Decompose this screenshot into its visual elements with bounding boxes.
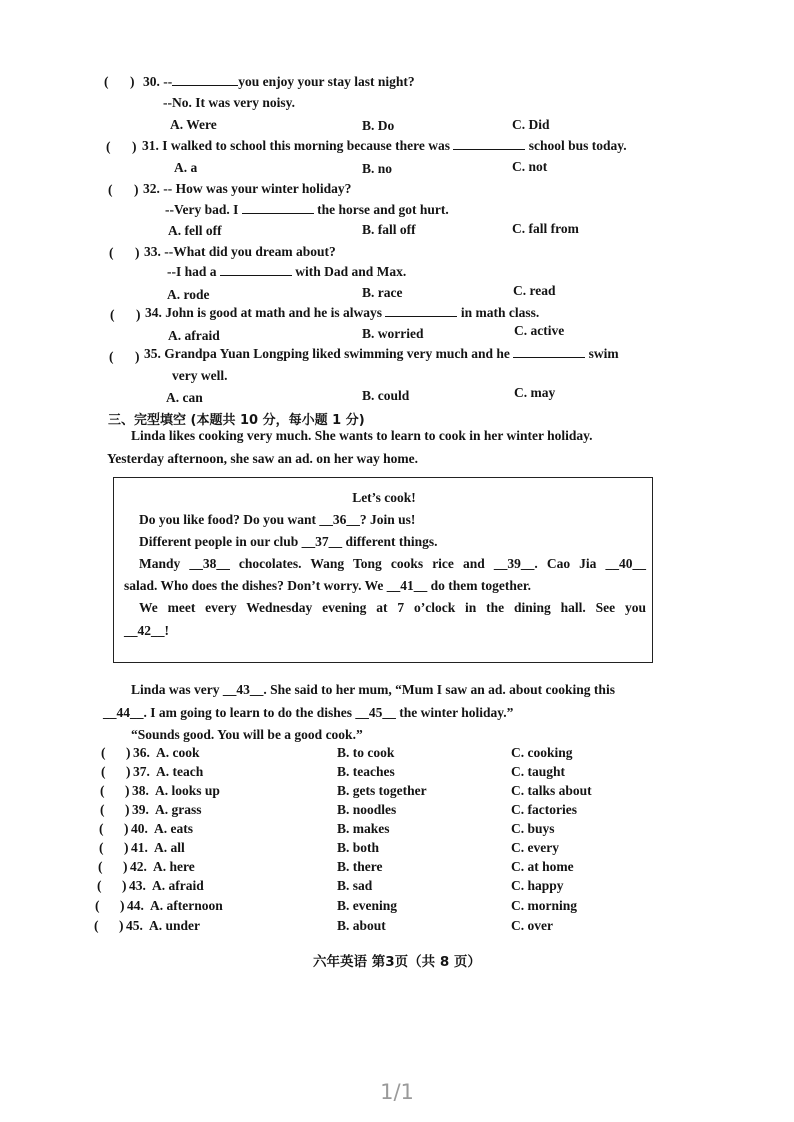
option-a: A. teach: [156, 764, 204, 779]
option-b: B. evening: [337, 898, 398, 913]
option-a: A. here: [153, 859, 195, 874]
option-c: C. read: [513, 283, 556, 298]
option-b: B. no: [362, 161, 393, 176]
option-a: A. grass: [155, 802, 202, 817]
answer-paren-close: ): [134, 182, 139, 197]
option-c: C. cooking: [511, 745, 573, 760]
answer-paren-close: ): [132, 139, 137, 154]
question-number: 33.: [144, 244, 161, 259]
reply-end: the horse and got hurt.: [317, 202, 449, 217]
option-b: B. to cook: [337, 745, 395, 760]
option-b: B. Do: [362, 118, 395, 133]
answer-paren-open: (: [97, 878, 102, 893]
reply-end: with Dad and Max.: [295, 264, 407, 279]
answer-paren-open: (: [106, 139, 111, 154]
option-c: C. Did: [512, 117, 550, 132]
passage-line-2: __44__. I am going to learn to do the dishes __45__ the winter holiday.”: [103, 705, 514, 720]
answer-blank[interactable]: [220, 264, 292, 276]
answer-paren-close: ): [126, 764, 131, 779]
option-b: B. makes: [337, 821, 390, 836]
question-number: 44.: [127, 898, 144, 913]
option-c: C. over: [511, 918, 553, 933]
option-a: A. eats: [154, 821, 193, 836]
answer-paren-close: ): [136, 307, 141, 322]
question-stem-end: in math class.: [460, 305, 540, 320]
question-33: [144, 244, 336, 260]
option-c: C. buys: [511, 821, 555, 836]
answer-blank[interactable]: [513, 346, 585, 358]
question-34: [145, 305, 539, 321]
question-number: 31.: [142, 138, 159, 153]
question-number: 37.: [133, 764, 150, 779]
option-c: C. active: [514, 323, 565, 338]
question-number: 36.: [133, 745, 150, 760]
option-c: C. morning: [511, 898, 578, 913]
option-a: A. afternoon: [150, 898, 223, 913]
question-30-reply: --No. It was very noisy.: [163, 95, 295, 110]
option-a: A. fell off: [168, 223, 222, 238]
page-indicator: 1/1: [380, 1080, 414, 1104]
answer-paren-open: (: [99, 821, 104, 836]
answer-paren-open: (: [101, 745, 106, 760]
option-c: C. fall from: [512, 221, 579, 236]
question-number: 38.: [132, 783, 149, 798]
question-stem-end: swim: [588, 346, 619, 361]
question-number: 34.: [145, 305, 162, 320]
option-b: B. race: [362, 285, 403, 300]
question-stem: --What did you dream about?: [164, 244, 336, 259]
ad-line: __42__!: [124, 623, 169, 638]
ad-line: Do you like food? Do you want __36__? Join us!: [139, 512, 416, 527]
option-b: B. worried: [362, 326, 424, 341]
answer-blank[interactable]: [385, 305, 457, 317]
answer-paren-close: ): [135, 245, 140, 260]
question-35: [144, 346, 619, 362]
question-stem: --: [163, 74, 173, 89]
answer-paren-open: (: [100, 783, 105, 798]
answer-paren-close: ): [124, 821, 129, 836]
option-a: A. Were: [170, 117, 217, 132]
option-a: A. all: [154, 840, 185, 855]
option-b: B. fall off: [362, 222, 416, 237]
question-number: 35.: [144, 346, 161, 361]
answer-paren-open: (: [98, 859, 103, 874]
answer-blank[interactable]: [242, 202, 314, 214]
option-c: C. talks about: [511, 783, 592, 798]
answer-paren-open: (: [101, 764, 106, 779]
reply-start: --Very bad. I: [165, 202, 239, 217]
option-c: C. taught: [511, 764, 566, 779]
answer-paren-open: (: [99, 840, 104, 855]
question-35-continuation: very well.: [172, 368, 228, 383]
answer-paren-open: (: [110, 307, 115, 322]
answer-paren-open: (: [94, 918, 99, 933]
answer-paren-close: ): [123, 859, 128, 874]
page-footer: 六年英语 第3页（共 8 页）: [313, 954, 481, 970]
ad-line: Mandy __38__ chocolates. Wang Tong cooks rice and __39__. Cao Jia __40__: [139, 556, 646, 571]
question-number: 45.: [126, 918, 143, 933]
option-b: B. noodles: [337, 802, 397, 817]
answer-paren-close: ): [122, 878, 127, 893]
option-b: B. teaches: [337, 764, 395, 779]
answer-paren-close: ): [130, 74, 135, 89]
answer-blank[interactable]: [453, 138, 525, 150]
question-32-reply: [165, 202, 449, 218]
advertisement-box: [113, 477, 653, 663]
section-title: 三、完型填空 (本题共 10 分，每小题 1 分): [108, 413, 365, 428]
option-b: B. gets together: [337, 783, 427, 798]
reply-start: --I had a: [167, 264, 217, 279]
answer-paren-open: (: [109, 245, 114, 260]
answer-paren-open: (: [104, 74, 109, 89]
question-number: 41.: [131, 840, 148, 855]
question-stem-end: school bus today.: [528, 138, 627, 153]
question-33-reply: [167, 264, 406, 280]
option-a: A. afraid: [168, 328, 220, 343]
option-a: A. a: [174, 160, 198, 175]
answer-paren-close: ): [125, 802, 130, 817]
question-number: 39.: [132, 802, 149, 817]
answer-paren-open: (: [109, 349, 114, 364]
question-number: 30.: [143, 74, 160, 89]
question-number: 32.: [143, 181, 160, 196]
option-b: B. there: [337, 859, 383, 874]
answer-paren-open: (: [95, 898, 100, 913]
option-a: A. rode: [167, 287, 210, 302]
answer-blank[interactable]: [172, 74, 238, 86]
ad-title: Let’s cook!: [352, 490, 416, 505]
question-stem: Grandpa Yuan Longping liked swimming very much and he: [164, 346, 510, 361]
question-number: 42.: [130, 859, 147, 874]
option-a: A. cook: [156, 745, 200, 760]
question-number: 40.: [131, 821, 148, 836]
answer-paren-open: (: [100, 802, 105, 817]
option-c: C. not: [512, 159, 548, 174]
passage-line-3: “Sounds good. You will be a good cook.”: [131, 727, 363, 742]
option-c: C. every: [511, 840, 559, 855]
option-b: B. about: [337, 918, 386, 933]
question-30: [143, 74, 415, 90]
question-stem: I walked to school this morning because there was: [162, 138, 451, 153]
option-a: A. afraid: [152, 878, 204, 893]
intro-line-2: Yesterday afternoon, she saw an ad. on her way home.: [107, 451, 419, 466]
ad-line: We meet every Wednesday evening at 7 o’clock in the dining hall. See you: [139, 600, 646, 615]
option-b: B. could: [362, 388, 410, 403]
answer-paren-close: ): [126, 745, 131, 760]
question-32: [143, 181, 351, 197]
option-b: B. sad: [337, 878, 373, 893]
option-a: A. under: [149, 918, 201, 933]
question-stem: -- How was your winter holiday?: [163, 181, 352, 196]
option-c: C. factories: [511, 802, 577, 817]
question-stem: John is good at math and he is always: [165, 305, 383, 320]
question-number: 43.: [129, 878, 146, 893]
ad-line: Different people in our club __37__ different things.: [139, 534, 438, 549]
question-31: [142, 138, 627, 154]
answer-paren-close: ): [124, 840, 129, 855]
answer-paren-close: ): [125, 783, 130, 798]
option-c: C. at home: [511, 859, 574, 874]
option-a: A. looks up: [155, 783, 220, 798]
intro-line-1: Linda likes cooking very much. She wants to learn to cook in her winter holiday.: [131, 428, 593, 443]
answer-paren-open: (: [108, 182, 113, 197]
answer-paren-close: ): [120, 898, 125, 913]
question-stem-end: you enjoy your stay last night?: [238, 74, 415, 89]
option-b: B. both: [337, 840, 380, 855]
option-a: A. can: [166, 390, 203, 405]
answer-paren-close: ): [119, 918, 124, 933]
passage-line-1: Linda was very __43__. She said to her mum, “Mum I saw an ad. about cooking this: [131, 682, 615, 697]
answer-paren-close: ): [135, 349, 140, 364]
ad-line: salad. Who does the dishes? Don’t worry. We __41__ do them together.: [124, 578, 532, 593]
option-c: C. may: [514, 385, 556, 400]
option-c: C. happy: [511, 878, 564, 893]
